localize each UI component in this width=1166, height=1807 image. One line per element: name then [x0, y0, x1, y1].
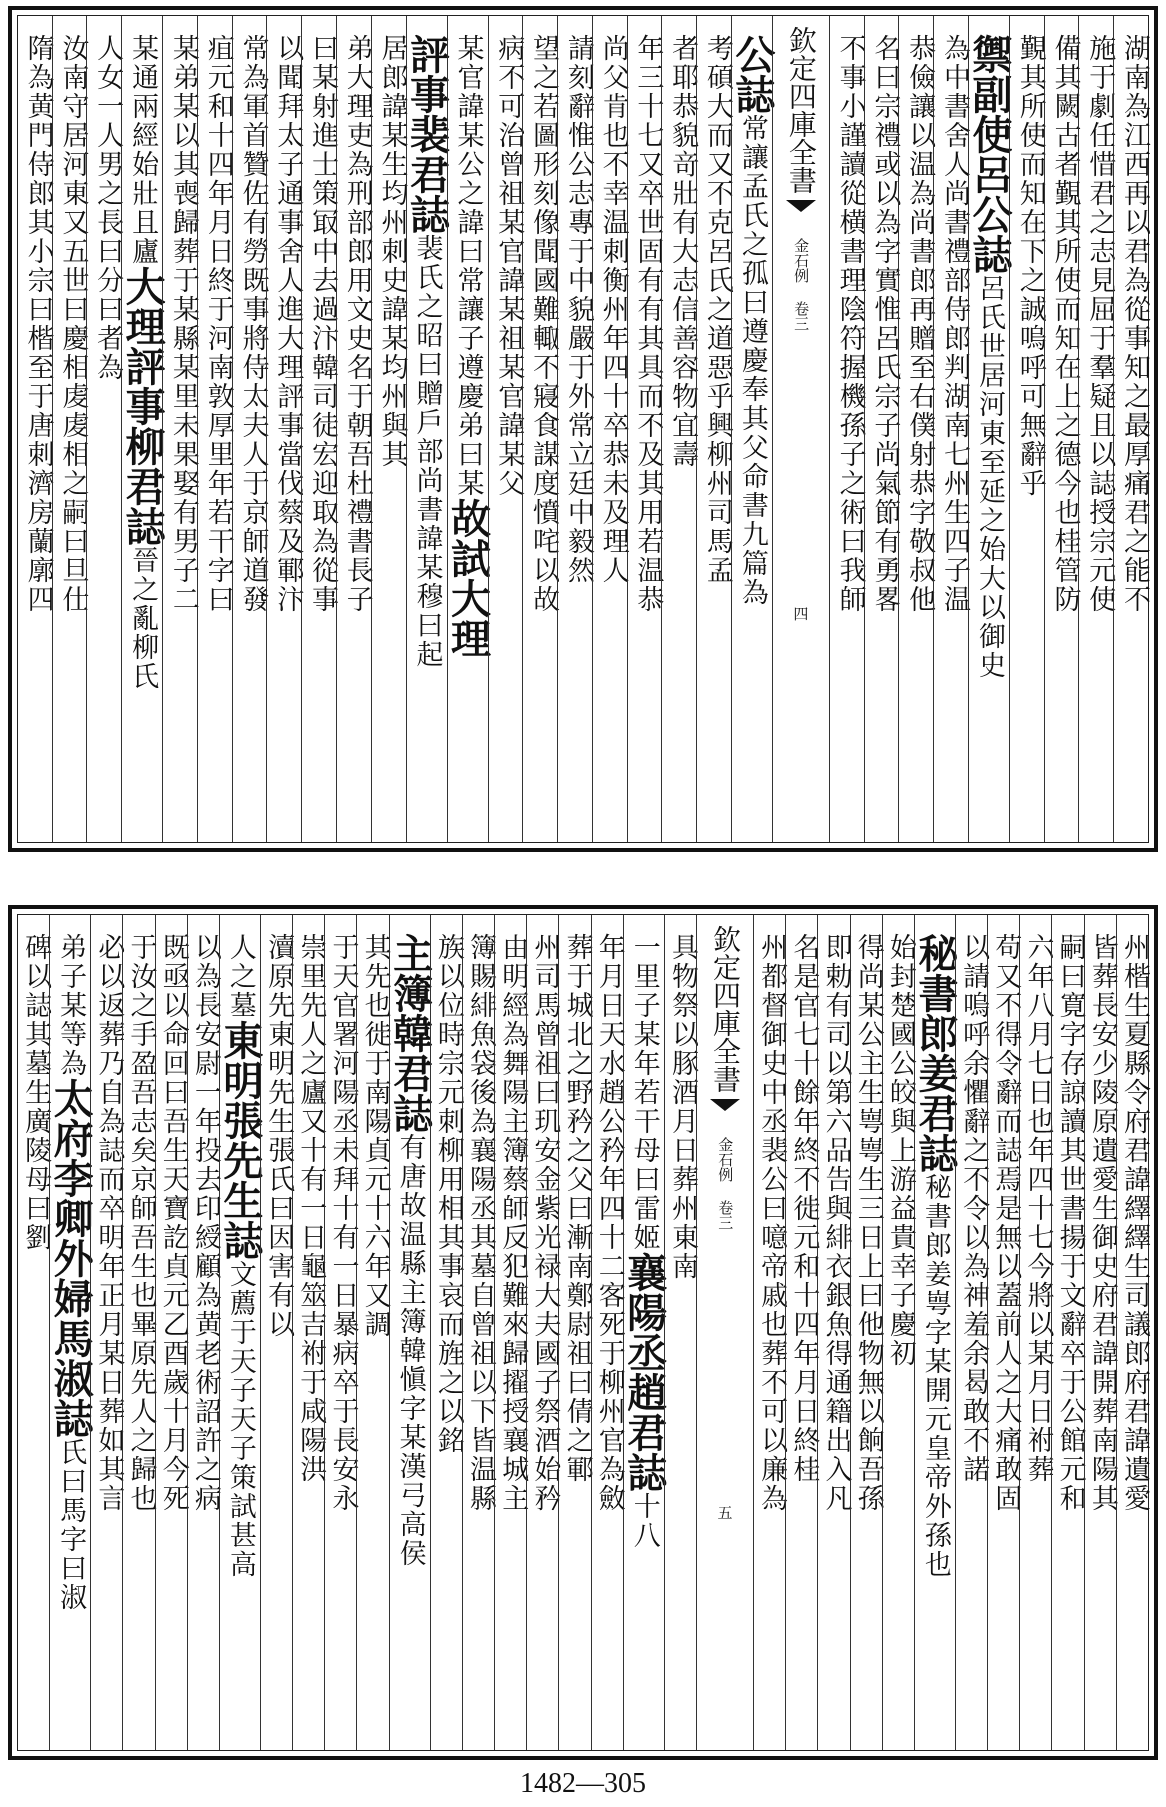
text-column: 既亟以命回曰吾生天寶訖貞元乙酉歲十月今死 [155, 915, 187, 1750]
text-column: 名是官七十餘年終不徙元和十四年月日終桂 [785, 915, 817, 1750]
text-column: 具物祭以豚酒月日葬州東南 [664, 915, 696, 1750]
text-column: 某弟某以其喪歸葬于某縣某里未果娶有男子二 [162, 16, 197, 842]
text-column: 州楷生夏縣令府君諱繹繹生司議郎府君諱遺愛 [1116, 915, 1148, 1750]
text-column: 常為軍首贊佐有勞既事將侍太夫人于京師道發 [232, 16, 267, 842]
text-column: 皆葬長安少陵原遺愛生御史府君諱開葬南陽其 [1084, 915, 1116, 1750]
epitaph-title: 襄陽丞趙君誌 [620, 1252, 668, 1492]
text-column: 族以位時宗元刺柳用相其事哀而旌之以銘 [430, 915, 462, 1750]
center-fold [772, 16, 829, 842]
page-bottom [8, 905, 1158, 1760]
text-column: 弟大理吏為刑部郎用文史名于朝吾杜禮書長子 [336, 16, 371, 842]
column-text: 晉之亂柳氏 [127, 546, 159, 691]
text-column: 考碩大而又不克呂氏之道惡乎興柳州司馬孟 [696, 16, 731, 842]
page-frame [17, 15, 1149, 843]
text-column: 覲其所使而知在下之誠嗚呼可無辭乎 [1009, 16, 1044, 842]
text-column: 居郎諱某生均州刺史諱某均州與其 [371, 16, 406, 842]
text-column: 始封楚國公皎與上游益貴幸子慶初 [882, 915, 914, 1750]
text-column: 人女一人男之長曰分曰者為 [86, 16, 121, 842]
volume-label: 金石例 卷三 [792, 238, 811, 331]
text-column: 六年八月七日也年四十七今將以某月日祔葬 [1019, 915, 1051, 1750]
center-fold [696, 915, 753, 1750]
text-column: 湖南為江西再以君為從事知之最厚痛君之能不 [1113, 16, 1148, 842]
text-column [728, 16, 776, 842]
epitaph-title: 公誌 [728, 34, 776, 114]
fish-tail-mark-icon [710, 1099, 740, 1115]
text-column: 瀆原先東明先生張氏曰因害有以 [260, 915, 292, 1750]
column-text: 秘書郎姜㟧字某開元皇帝外孫也 [919, 1173, 951, 1579]
column-text: 一里子某年若干母曰雷姬 [628, 933, 660, 1252]
text-column [620, 915, 668, 1750]
text-column: 于天官署河陽丞未拜十有一日暴病卒于長安永 [324, 915, 356, 1750]
text-column: 為中書舍人尚書禮部侍郎判湖南七州生四子温 [933, 16, 968, 842]
text-column: 苟又不得令辭而誌焉是無以蓋前人之大痛敢固 [987, 915, 1019, 1750]
column-area [18, 16, 1148, 842]
text-column: 疽元和十四年月日終于河南敦厚里年若干字曰 [197, 16, 232, 842]
column-text: 人之墓 [224, 933, 256, 1020]
text-column: 葬于城北之野矜之父曰漸南鄭尉祖曰倩之鄆 [558, 915, 590, 1750]
page-frame [17, 914, 1149, 1751]
page-top [8, 6, 1158, 852]
text-column [965, 16, 1013, 842]
text-column: 必以返葬乃自為誌而卒明年正月某日葬如其言 [90, 915, 122, 1750]
text-column: 汝南守居河東又五世曰慶相䖍䖍相之嗣曰旦仕 [52, 16, 87, 842]
column-text: 某官諱某公之諱曰常讓子遵慶弟曰某 [452, 34, 484, 498]
text-column: 隋為黄門侍郎其小宗曰楷至于唐刺濟房蘭廓四 [22, 34, 54, 614]
column-text: 弟子某等為 [55, 933, 87, 1078]
text-column: 尚父肯也不幸温刺衡州年四十卒恭未及理人 [592, 16, 627, 842]
text-column [119, 16, 167, 842]
page-footer-number: 1482—305 [520, 1768, 646, 1799]
epitaph-title: 大理評事柳君誌 [119, 266, 167, 546]
column-text: 有唐故温縣主簿韓愼字某漢弓高侯 [394, 1133, 426, 1568]
book-title: 欽定四庫全書 [784, 26, 818, 194]
epitaph-title: 主簿韓君誌 [386, 933, 434, 1133]
text-column: 請刻辭惟公志專于中貌嚴于外常立廷中毅然 [557, 16, 592, 842]
epitaph-title: 秘書郎姜君誌 [911, 933, 959, 1173]
column-text: 文薦于天子天子策試甚高 [224, 1260, 256, 1579]
text-column [444, 16, 492, 842]
text-column: 年三十七又卒世固有有其具而不及其用若温恭 [627, 16, 662, 842]
text-column: 者耶恭貌竒壯有大志信善容物宜壽 [661, 16, 696, 842]
text-column: 望之若圖形刻像聞國難輙不寢食謀度憤咤以故 [522, 16, 557, 842]
epitaph-title: 太府李卿外婦馬淑誌 [47, 1078, 95, 1438]
text-column: 嗣曰寛字存諒讀其世書揚于文辭卒于公館元和 [1051, 915, 1083, 1750]
text-column: 年月日天水趙公矜年四十二客死于柳州官為斂 [591, 915, 623, 1750]
text-column: 恭儉讓以温為尚書郎再贈至右僕射恭字敬叔他 [898, 16, 933, 842]
text-column: 得尚某公主生㟧㟧生三日上曰他物無以餉吾孫 [850, 915, 882, 1750]
text-column: 備其闕古者覲其所使而知在上之德今也桂管防 [1044, 16, 1079, 842]
volume-label: 金石例 卷三 [716, 1137, 735, 1230]
column-text: 某通兩經始壯且廬 [127, 34, 159, 266]
text-column: 施于劇任惜君之志見屈于羣疑且以誌授宗元使 [1078, 16, 1113, 842]
page-number: 四 [791, 606, 810, 621]
column-text: 氏曰馬字曰淑 [55, 1438, 87, 1612]
text-column [47, 915, 95, 1750]
page-number: 五 [715, 1505, 734, 1520]
text-column: 不事小謹讀從横書理陰符握機孫子之術曰我師 [829, 16, 864, 842]
column-area [18, 915, 1148, 1750]
text-column: 簿賜緋魚袋後為襄陽丞其墓自曾祖以下皆温縣 [462, 915, 494, 1750]
epitaph-title: 評事裴君誌 [403, 34, 451, 234]
text-column: 以為長安尉一年投去印綬顧為黄老術詔許之病 [187, 915, 219, 1750]
text-column: 崇里先人之廬又十有一日龜筮吉祔于咸陽洪 [292, 915, 324, 1750]
text-column: 州都督御史中丞裴公曰噫帝戚也葬不可以廉為 [753, 915, 785, 1750]
text-column: 病不可治曾祖某官諱某祖某官諱某父 [488, 16, 523, 842]
text-column [216, 915, 264, 1750]
text-column: 于汝之手盈吾志矣京師吾生也畢原先人之歸也 [122, 915, 154, 1750]
epitaph-title: 禦副使呂公誌 [965, 34, 1013, 274]
text-column: 以聞拜太子通事舍人進大理評事當伐蔡及鄆汴 [266, 16, 301, 842]
text-column: 即勅有司以第六品告與緋衣銀魚得通籍出入凡 [817, 915, 849, 1750]
text-column [403, 16, 451, 842]
text-column: 曰某射進士策冣中去過汴韓司徒宏迎取為從事 [301, 16, 336, 842]
text-column: 州司馬曾祖曰玑安金紫光禄大夫國子祭酒始矜 [526, 915, 558, 1750]
text-column: 由明經為舞陽主簿蔡師反犯難來歸擢授襄城主 [494, 915, 526, 1750]
text-column [386, 915, 434, 1750]
column-text: 常讓孟氏之孤曰遵慶奉其父命書九篇為 [736, 114, 768, 607]
text-column: 碑以誌其墓生廣陵母曰劉 [20, 933, 52, 1252]
column-text: 呂氏世居河東至延之始大以御史 [973, 274, 1005, 680]
book-title: 欽定四庫全書 [708, 925, 742, 1093]
text-column: 名曰宗禮或以為字實惟呂氏宗子尚氣節有勇畧 [864, 16, 899, 842]
column-text: 十八 [628, 1492, 660, 1550]
column-text: 裴氏之昭曰贈戶部尚書諱某穆曰起 [411, 234, 443, 669]
epitaph-title: 故試大理 [444, 498, 492, 658]
epitaph-title: 東明張先生誌 [216, 1020, 264, 1260]
fish-tail-mark-icon [786, 200, 816, 216]
text-column [911, 915, 959, 1750]
text-column: 其先也徙于南陽貞元十六年又調 [356, 915, 388, 1750]
text-column: 以請嗚呼余懼辭之不令以為神羞余曷敢不諾 [955, 915, 987, 1750]
